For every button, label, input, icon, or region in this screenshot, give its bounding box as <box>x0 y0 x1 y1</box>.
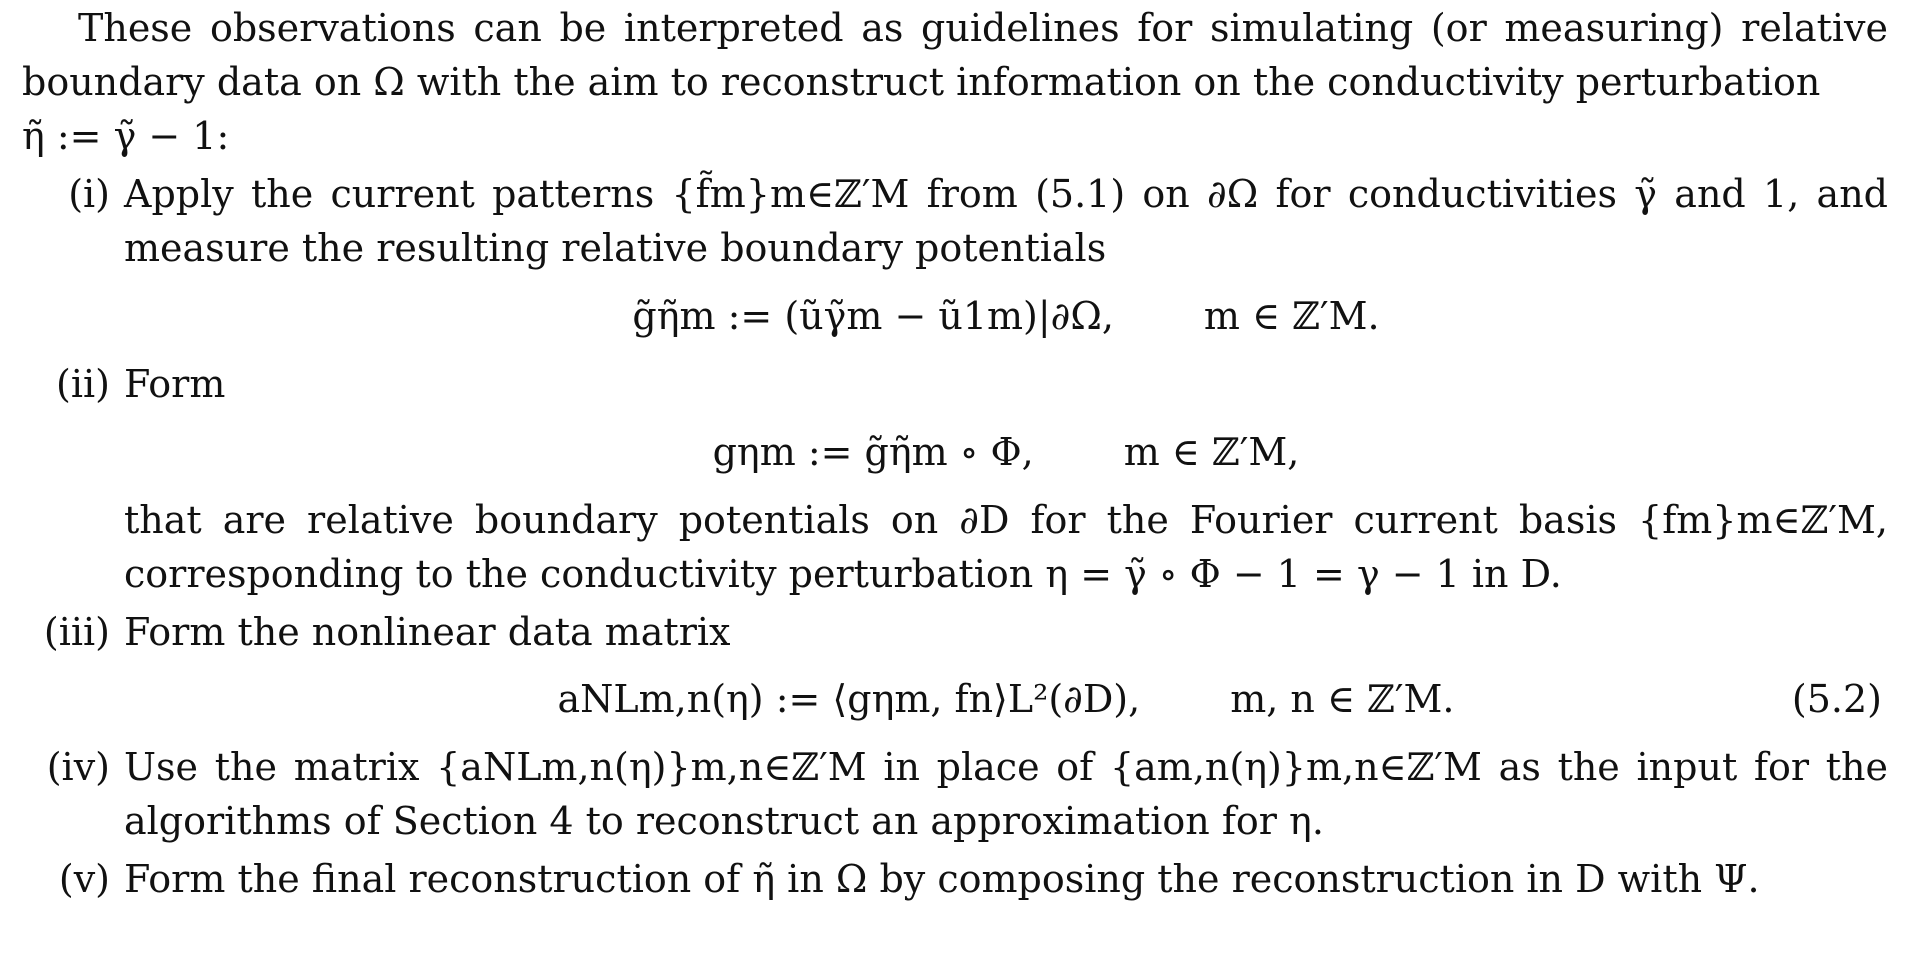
intro-line-2: boundary data on Ω with the aim to reconstruct information on the conductivity perturbation <box>22 59 1821 104</box>
item-label: (v) <box>58 857 110 902</box>
equation-number: (5.2) <box>1791 677 1882 722</box>
list-item-v <box>22 853 1888 907</box>
equation-2-body: gηm := g̃η̃m ∘ Φ, <box>712 429 1034 474</box>
item-label: (iii) <box>43 609 110 654</box>
equation-1 <box>22 290 1888 344</box>
list-item-ii <box>22 358 1888 412</box>
equation-3 <box>22 673 1888 727</box>
equation-1-domain: m ∈ ℤ′M. <box>1203 293 1380 338</box>
item-label: (i) <box>68 171 110 216</box>
list-item-iv <box>22 741 1888 849</box>
item-text: Apply the current patterns {f̃m}m∈ℤ′M from (5.1) on ∂Ω for conductivities γ̃ and 1, and measure the resulting relative boundary potentials <box>124 171 1888 270</box>
equation-2 <box>22 426 1888 480</box>
equation-1-body: g̃η̃m := (ũγ̃m − ũ1m)|∂Ω, <box>632 293 1114 338</box>
list-item-i <box>22 168 1888 276</box>
list-item-iii <box>22 606 1888 660</box>
item-ii-continuation: that are relative boundary potentials on ∂D for the Fourier current basis {fm}m∈ℤ′M, corresponding to the conductivity perturbation η = γ̃ ∘ Φ − 1 = γ − 1 in D. <box>124 497 1888 596</box>
item-text: Use the matrix {aNLm,n(η)}m,n∈ℤ′M in place of {am,n(η)}m,n∈ℤ′M as the input for the algorithms of Section 4 to reconstruct an approximation for η. <box>124 745 1888 844</box>
item-text: Form <box>124 361 226 406</box>
item-text: Form the nonlinear data matrix <box>124 609 731 654</box>
equation-2-domain: m ∈ ℤ′M, <box>1123 429 1300 474</box>
intro-line-3: η̃ := γ̃ − 1: <box>22 113 230 158</box>
intro-line-1: These observations can be interpreted as guidelines for simulating (or measuring) relative <box>78 6 1888 50</box>
equation-3-domain: m, n ∈ ℤ′M. <box>1230 677 1455 722</box>
item-label: (iv) <box>46 745 110 790</box>
item-label: (ii) <box>56 361 110 406</box>
item-text: Form the final reconstruction of η̃ in Ω by composing the reconstruction in D with Ψ. <box>124 857 1760 902</box>
intro-paragraph <box>22 2 1888 164</box>
equation-3-body: aNLm,n(η) := ⟨gηm, fn⟩L²(∂D), <box>557 677 1141 722</box>
